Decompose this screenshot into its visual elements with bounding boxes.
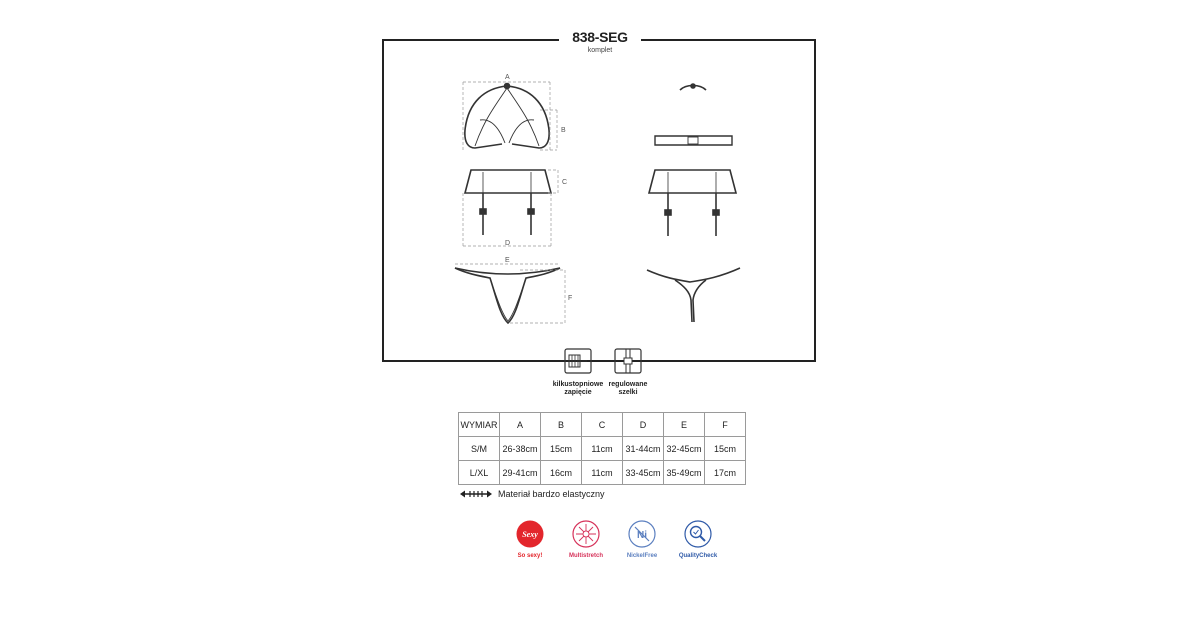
value-cell: 32-45cm xyxy=(664,437,705,461)
feature-closure-line2: zapięcie xyxy=(564,389,592,396)
badge-nickel-free xyxy=(620,520,664,559)
sexy-badge-icon xyxy=(516,520,544,548)
header-cell: WYMIAR xyxy=(459,413,500,437)
quality-check-icon xyxy=(684,520,712,548)
size-cell: S/M xyxy=(459,437,500,461)
dim-label-e: E xyxy=(505,257,510,264)
feature-closure xyxy=(550,348,606,397)
value-cell: 16cm xyxy=(541,461,582,485)
size-table-header xyxy=(459,413,746,437)
dim-label-a: A xyxy=(505,74,510,81)
value-cell: 11cm xyxy=(582,437,623,461)
material-note xyxy=(460,489,605,499)
thong-back-drawing xyxy=(647,268,740,322)
nickel-free-icon xyxy=(628,520,656,548)
dim-label-d: D xyxy=(505,240,511,247)
value-cell: 26-38cm xyxy=(500,437,541,461)
badge-so-sexy-label: So sexy! xyxy=(517,553,543,559)
value-cell: 35-49cm xyxy=(664,461,705,485)
dim-label-c: C xyxy=(562,179,568,186)
badge-so-sexy xyxy=(508,520,552,559)
header-cell: E xyxy=(664,413,705,437)
badge-multistretch-label: Multistretch xyxy=(568,553,603,559)
dim-label-b: B xyxy=(561,127,566,134)
header-cell: B xyxy=(541,413,582,437)
stretch-arrows-icon xyxy=(460,490,492,498)
size-cell: L/XL xyxy=(459,461,500,485)
garter-belt-back-drawing xyxy=(649,170,736,236)
value-cell: 15cm xyxy=(705,437,746,461)
value-cell: 31-44cm xyxy=(623,437,664,461)
adjustable-strap-icon xyxy=(614,348,642,374)
value-cell: 15cm xyxy=(541,437,582,461)
svg-text:Sexy: Sexy xyxy=(522,530,538,539)
bra-back-drawing xyxy=(655,84,732,145)
svg-text:Ni: Ni xyxy=(637,530,647,541)
feature-straps-line1: regulowane xyxy=(608,381,648,388)
badge-nickel-free-label: NickelFree xyxy=(626,553,658,559)
value-cell: 17cm xyxy=(705,461,746,485)
header-cell: F xyxy=(705,413,746,437)
feature-straps-line2: szelki xyxy=(618,389,638,396)
quality-badges xyxy=(508,520,720,559)
size-table xyxy=(458,412,746,485)
value-cell: 29-41cm xyxy=(500,461,541,485)
dim-label-f: F xyxy=(568,295,573,302)
product-code: 838-SEG xyxy=(572,29,628,45)
product-type: komplet xyxy=(587,47,613,54)
header-cell: D xyxy=(623,413,664,437)
value-cell: 11cm xyxy=(582,461,623,485)
bra-front-drawing xyxy=(465,84,549,149)
badge-multistretch xyxy=(564,520,608,559)
table-row xyxy=(459,437,746,461)
feature-straps xyxy=(608,348,648,397)
material-note-text: Materiał bardzo elastyczny xyxy=(498,489,605,499)
dimension-labels xyxy=(505,74,572,302)
multistretch-icon xyxy=(572,520,600,548)
feature-closure-line1: kilkustopniowe xyxy=(552,381,604,388)
hook-closure-icon xyxy=(564,348,592,374)
value-cell: 33-45cm xyxy=(623,461,664,485)
badge-quality-check xyxy=(676,520,720,559)
header-cell: C xyxy=(582,413,623,437)
thong-front-drawing xyxy=(455,268,560,323)
garter-belt-front-drawing xyxy=(465,170,551,235)
badge-quality-check-label: QualityCheck xyxy=(678,553,718,559)
table-row xyxy=(459,461,746,485)
header-cell: A xyxy=(500,413,541,437)
dimension-lines xyxy=(455,82,568,323)
